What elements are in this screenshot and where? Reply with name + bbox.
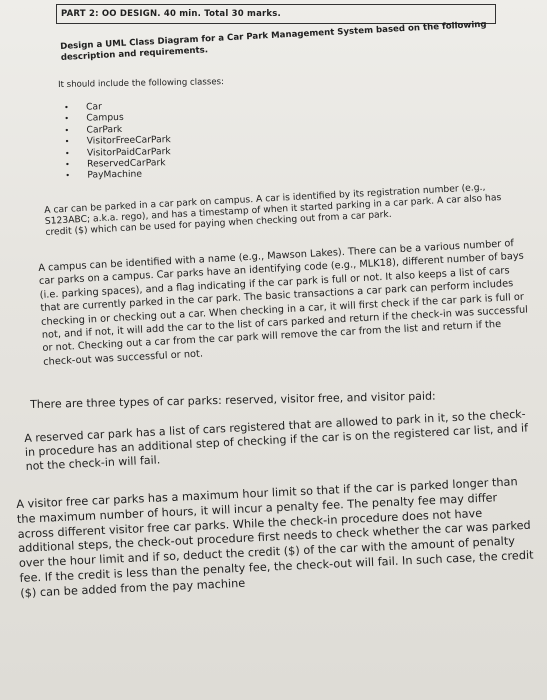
class-list — [64, 100, 172, 182]
classes-intro: It should include the following classes: — [58, 77, 225, 90]
paragraph-reserved: A reserved car park has a list of cars registered that are allowed to park in it, so the check-in procedure has an additional step of checking if the car is on the registered car list, and if not the check-in will fail. — [24, 407, 529, 474]
intro-text: Design a UML Class Diagram for a Car Park Management System based on the following description and requirements. — [60, 19, 487, 63]
part-header: PART 2: OO DESIGN. 40 min. Total 30 marks. — [56, 4, 496, 24]
paragraph-car: A car can be parked in a car park on campus. A car is identified by its registration number (e.g., S123ABC; a.k.a. rego), and has a timestamp of when it started parking in a car park. A car also has credit ($) which can be used for paying when checking out from a car park. — [44, 181, 502, 239]
list-item: • CarPark — [64, 123, 170, 136]
list-item: • Campus — [64, 112, 170, 125]
list-item: • Car — [64, 100, 170, 113]
paragraph-campus: A campus can be identified with a name (e.g., Mawson Lakes). There can be a various number of car parks on a campus. Car parks have an identifying code (e.g., MLK18), different number of bays (i.e. parking spaces), and a flag indicating if the car park is full or not. It also keeps a list of cars that are currently parked in the car park. The basic transactions a car park can perform includes checking in or checking out a car. When checking in a car, it will first check if the car park is full or not, and if not, it will add the car to the list of cars parked and return if the check-in was successful or not. Checking out a car from the car park will remove the car from the list and return if the check-out was successful or not. — [38, 238, 529, 368]
list-item: • PayMachine — [65, 169, 171, 182]
paragraph-visitor-free: A visitor free car parks has a maximum hour limit so that if the car is parked longer than the maximum number of hours, it will incur a penalty fee. The penalty fee may differ across different visitor free car parks. While the check-in procedure does not have additional steps, the check-out procedure first needs to check whether the car was parked over the hour limit and if so, deduct the credit ($) of the car with the amount of penalty fee. If the credit is less than the penalty fee, the check-out will fail. In such case, the credit ($) can be added from the pay machine — [16, 475, 534, 600]
list-item: • VisitorPaidCarPark — [65, 146, 171, 159]
paragraph-car-park-types: There are three types of car parks: reserved, visitor free, and visitor paid: — [30, 389, 436, 411]
list-item: • ReservedCarPark — [65, 157, 171, 170]
list-item: • VisitorFreeCarPark — [65, 134, 171, 147]
